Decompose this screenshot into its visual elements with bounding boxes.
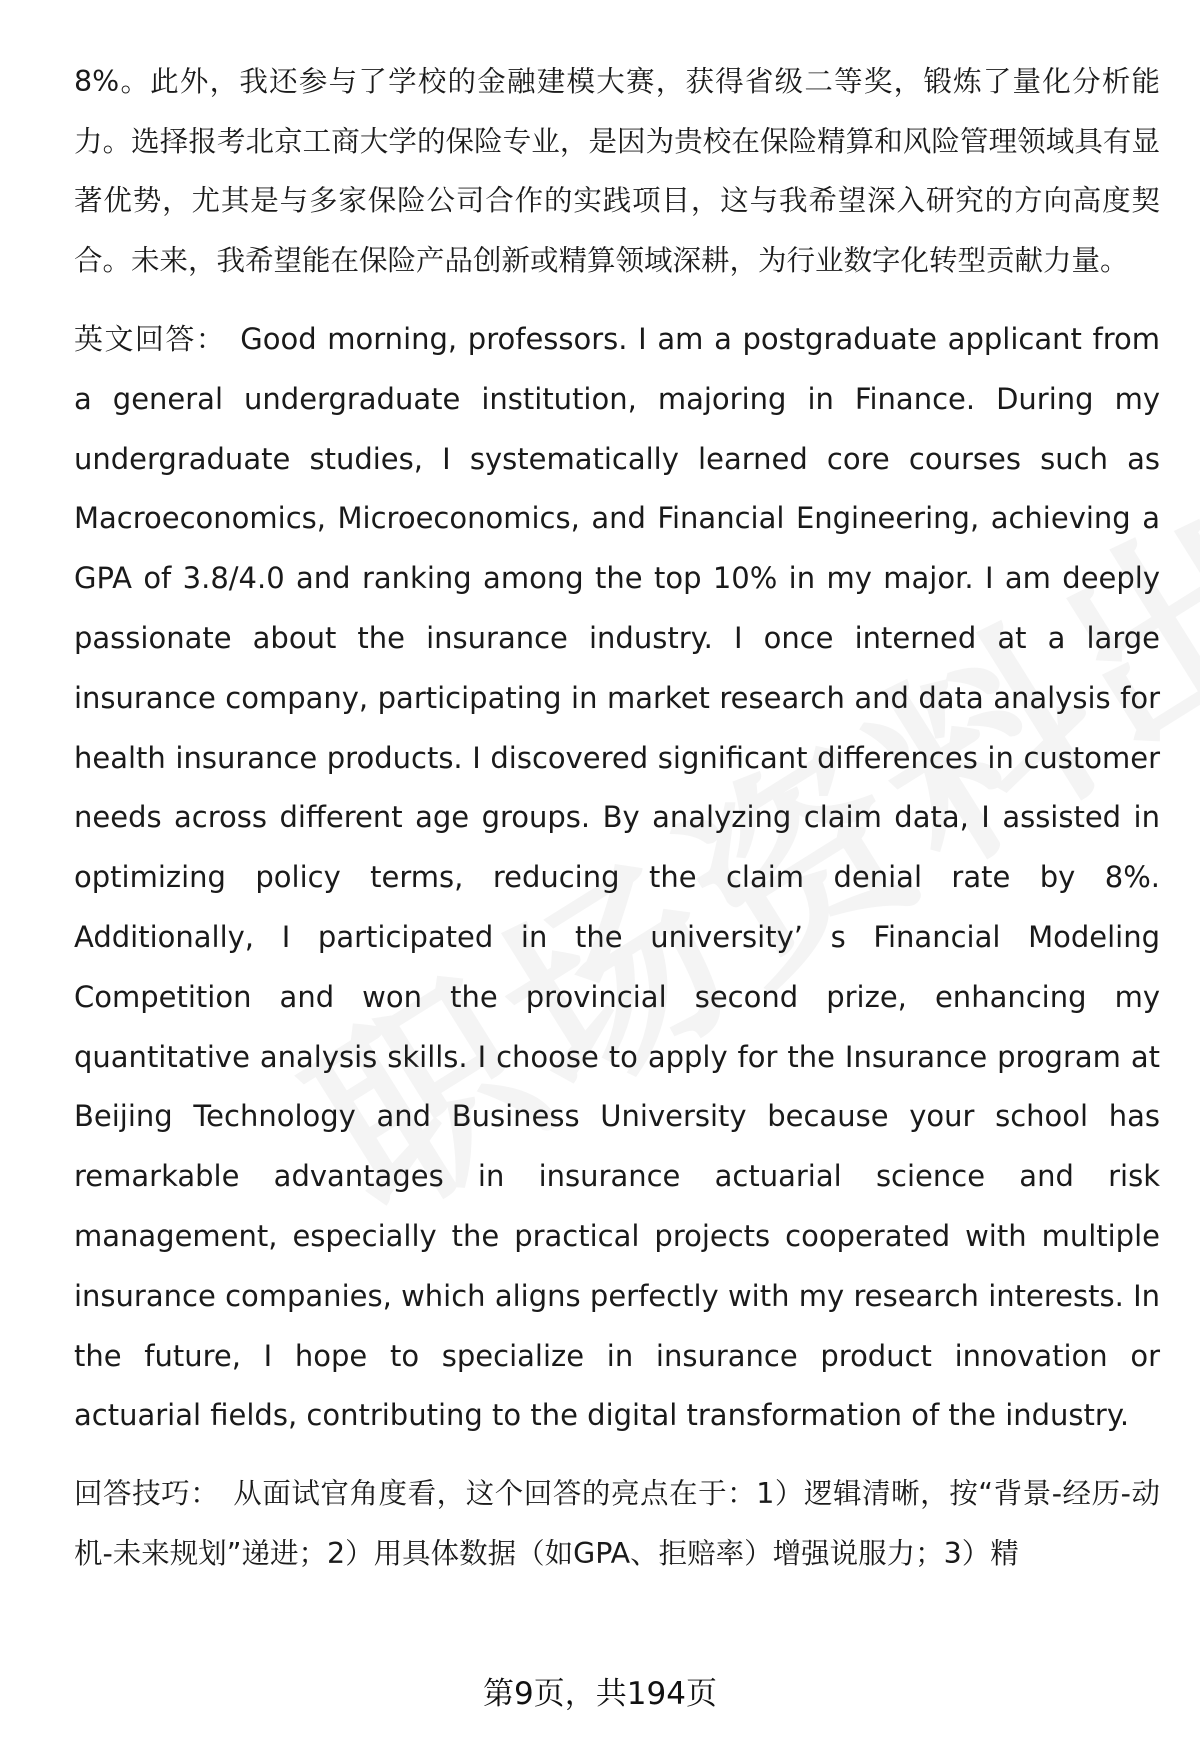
page-number: 第9页，共194页	[483, 1676, 717, 1712]
answer-tips-paragraph	[74, 1464, 1160, 1583]
english-answer-label: 英文回答：	[74, 322, 227, 356]
answer-tips-text: 从面试官角度看，这个回答的亮点在于：1）逻辑清晰，按“背景-经历-动机-未来规划”递进；2）用具体数据（如GPA、拒赔率）增强说服力；3）精	[74, 1477, 1160, 1570]
answer-tips-label: 回答技巧：	[74, 1477, 220, 1511]
chinese-answer-continuation: 8%。此外，我还参与了学校的金融建模大赛，获得省级二等奖，锻炼了量化分析能力。选择报考北京工商大学的保险专业，是因为贵校在保险精算和风险管理领域具有显著优势，尤其是与多家保险公司合作的实践项目，这与我希望深入研究的方向高度契合。未来，我希望能在保险产品创新或精算领域深耕，为行业数字化转型贡献力量。	[74, 65, 1160, 277]
english-answer-paragraph	[74, 310, 1160, 1446]
english-answer-text: Good morning, professors. I am a postgraduate applicant from a general undergraduate institution, majoring in Finance. During my undergraduate studies, I systematically learned core courses such as Macroeconomics, Microeconomics, and Financial Engineering, achieving a GPA of 3.8/4.0 and ranking among the top 10% in my major. I am deeply passionate about the insurance industry. I once interned at a large insurance company, participating in market research and data analysis for health insurance products. I discovered significant differences in customer needs across different age groups. By analyzing claim data, I assisted in optimizing policy terms, reducing the claim denial rate by 8%. Additionally, I participated in the university’ s Financial Modeling Competition and won the provincial second prize, enhancing my quantitative analysis skills. I choose to apply for the Insurance program at Beijing Technology and Business University because your school has remarkable advantages in insurance actuarial science and risk management, especially the practical projects cooperated with multiple insurance companies, which aligns perfectly with my research interests. In the future, I hope to specialize in insurance product innovation or actuarial fields, contributing to the digital transformation of the industry.	[74, 322, 1160, 1433]
document-body	[74, 52, 1160, 1583]
